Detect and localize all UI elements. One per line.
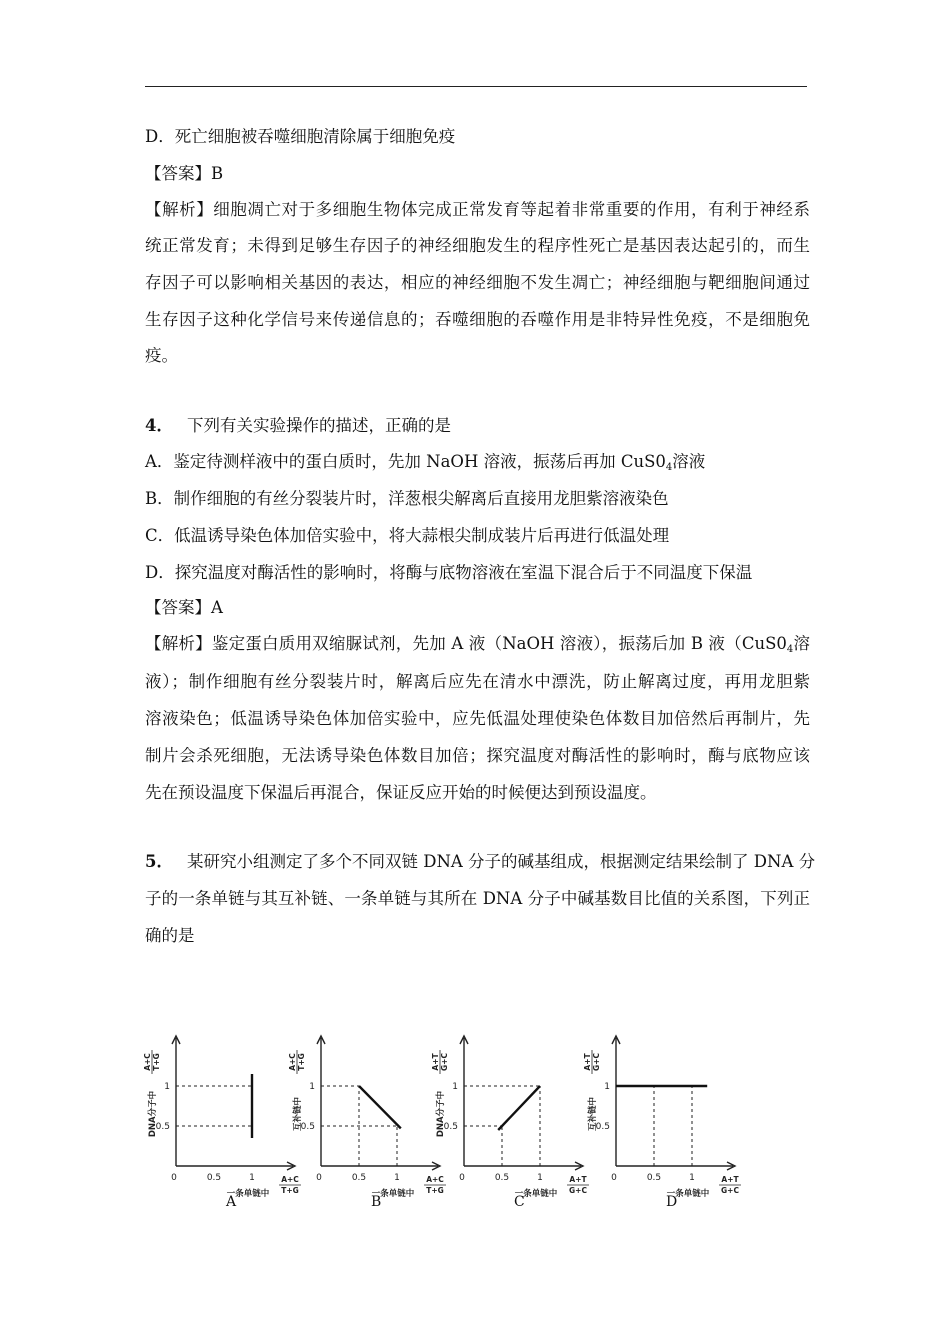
chart-panel-d bbox=[580, 1030, 755, 1214]
q4-answer bbox=[145, 598, 810, 618]
y-label-numerator: A+T bbox=[583, 1053, 592, 1071]
x-tick-label: 0 bbox=[611, 1173, 617, 1183]
option-a-text: A．鉴定待测样液中的蛋白质时，先加 NaOH 溶液，振荡后再加 CuS0 bbox=[145, 452, 666, 471]
y-axis-label: 互补链中 bbox=[588, 1096, 598, 1132]
data-series-line bbox=[359, 1086, 401, 1128]
analysis-text: 鉴定蛋白质用双缩脲试剂，先加 A 液（NaOH 溶液），振荡后加 B 液（CuS0 bbox=[211, 634, 787, 653]
x-tick-label: 0 bbox=[316, 1173, 322, 1183]
q5-stem-line-1 bbox=[145, 852, 816, 872]
q3-analysis-line-1 bbox=[145, 200, 810, 220]
y-tick-label: 1 bbox=[164, 1082, 170, 1092]
panel-letter: D bbox=[666, 1194, 678, 1210]
q4-analysis-line-3: 溶液染色；低温诱导染色体加倍实验中，应先低温处理使染色体数目加倍然后再制片，先 bbox=[145, 709, 810, 728]
question-stem: 某研究小组测定了多个不同双链 DNA 分子的碱基组成，根据测定结果绘制了 DNA 分 bbox=[186, 852, 816, 871]
y-axis-label: 互补链中 bbox=[293, 1096, 303, 1132]
answer-value: B bbox=[211, 164, 224, 183]
y-label-denominator: G+C bbox=[592, 1053, 601, 1071]
x-label-numerator: A+T bbox=[721, 1175, 739, 1184]
x-axis-label: 一条单链中 bbox=[226, 1189, 270, 1199]
q3-analysis-line-3: 存因子可以影响相关基因的表达，相应的神经细胞不发生凋亡；神经细胞与靶细胞间通过 bbox=[145, 273, 810, 292]
panel-letter: B bbox=[371, 1194, 382, 1210]
q4-option-d: D．探究温度对酶活性的影响时，将酶与底物溶液在室温下混合后于不同温度下保温 bbox=[145, 563, 753, 582]
y-label-numerator: A+C bbox=[288, 1053, 297, 1071]
q3-answer bbox=[145, 164, 810, 184]
x-tick-label: 1 bbox=[689, 1173, 695, 1183]
chart-svg bbox=[580, 1030, 755, 1210]
q3-analysis-line-4: 生存因子这种化学信号来传递信息的；吞噬细胞的吞噬作用是非特异性免疫，不是细胞免 bbox=[145, 310, 810, 329]
question-number: 5． bbox=[145, 852, 173, 871]
x-label-numerator: A+T bbox=[569, 1175, 587, 1184]
q4-stem bbox=[145, 416, 810, 436]
x-tick-label: 0 bbox=[171, 1173, 177, 1183]
q4-analysis-line-2: 液）；制作细胞有丝分裂装片时，解离后应先在清水中漂洗，防止解离过度，再用龙胆紫 bbox=[145, 672, 810, 691]
chart-panel-c bbox=[428, 1030, 603, 1214]
analysis-text-end: 溶 bbox=[793, 634, 810, 653]
x-axis-label: 一条单链中 bbox=[371, 1189, 415, 1199]
x-tick-label: 0.5 bbox=[646, 1173, 662, 1183]
chart-svg bbox=[428, 1030, 603, 1210]
y-tick-label: 1 bbox=[309, 1082, 315, 1092]
y-label-denominator: T+G bbox=[297, 1053, 306, 1071]
x-tick-label: 0.5 bbox=[351, 1173, 367, 1183]
y-tick-label: 0.5 bbox=[595, 1122, 610, 1132]
answer-value: A bbox=[211, 598, 223, 617]
x-label-denominator: T+G bbox=[281, 1186, 299, 1195]
data-series-line bbox=[498, 1086, 540, 1130]
q4-analysis-line-4: 制片会杀死细胞，无法诱导染色体数目加倍；探究温度对酶活性的影响时，酶与底物应该 bbox=[145, 746, 810, 765]
analysis-label: 【解析】 bbox=[145, 200, 214, 219]
y-axis-label: DNA分子中 bbox=[148, 1090, 158, 1138]
question-number: 4． bbox=[145, 416, 173, 435]
x-tick-label: 1 bbox=[249, 1173, 255, 1183]
analysis-text: 细胞凋亡对于多细胞生物体完成正常发育等起着非常重要的作用，有利于神经系 bbox=[213, 200, 811, 219]
y-label-numerator: A+T bbox=[431, 1053, 440, 1071]
q5-stem-line-2: 子的一条单链与其互补链、一条单链与其所在 DNA 分子中碱基数目比值的关系图，下列正 bbox=[145, 889, 810, 908]
x-axis-label: 一条单链中 bbox=[514, 1189, 558, 1199]
q3-analysis-line-2: 统正常发育；未得到足够生存因子的神经细胞发生的程序性死亡是基因表达起引的，而生 bbox=[145, 236, 810, 255]
answer-label: 【答案】 bbox=[145, 598, 211, 617]
panel-letter: A bbox=[226, 1194, 237, 1210]
subscript: 4 bbox=[665, 462, 673, 473]
y-tick-label: 0.5 bbox=[155, 1122, 170, 1132]
x-tick-label: 1 bbox=[394, 1173, 400, 1183]
q3-analysis-line-5: 疫。 bbox=[145, 346, 178, 365]
x-label-denominator: G+C bbox=[721, 1186, 739, 1195]
q4-analysis-line-5: 先在预设温度下保温后再混合，保证反应开始的时候便达到预设温度。 bbox=[145, 783, 657, 802]
q4-option-b: B．制作细胞的有丝分裂装片时，洋葱根尖解离后直接用龙胆紫溶液染色 bbox=[145, 489, 669, 508]
x-label-numerator: A+C bbox=[426, 1175, 444, 1184]
y-tick-label: 0.5 bbox=[300, 1122, 315, 1132]
question-stem: 下列有关实验操作的描述，正确的是 bbox=[186, 416, 451, 435]
y-axis-label: DNA分子中 bbox=[436, 1090, 446, 1138]
y-label-numerator: A+C bbox=[143, 1053, 152, 1071]
x-label-denominator: G+C bbox=[569, 1186, 587, 1195]
subscript: 4 bbox=[786, 644, 794, 655]
y-tick-label: 0.5 bbox=[443, 1122, 458, 1132]
x-axis-label: 一条单链中 bbox=[666, 1189, 710, 1199]
panel-letter: C bbox=[514, 1194, 525, 1210]
q3-option-d: D．死亡细胞被吞噬细胞清除属于细胞免疫 bbox=[145, 127, 456, 146]
x-tick-label: 1 bbox=[537, 1173, 543, 1183]
q4-analysis-line-1 bbox=[145, 634, 810, 654]
q4-option-c: C．低温诱导染色体加倍实验中，将大蒜根尖制成装片后再进行低温处理 bbox=[145, 526, 670, 545]
x-tick-label: 0.5 bbox=[206, 1173, 222, 1183]
x-tick-label: 0 bbox=[459, 1173, 465, 1183]
x-label-denominator: T+G bbox=[426, 1186, 444, 1195]
header-rule bbox=[145, 86, 807, 87]
option-a-text-end: 溶液 bbox=[672, 452, 706, 471]
analysis-label: 【解析】 bbox=[145, 634, 212, 653]
x-label-numerator: A+C bbox=[281, 1175, 299, 1184]
y-tick-label: 1 bbox=[452, 1082, 458, 1092]
q4-option-a bbox=[145, 452, 810, 472]
x-tick-label: 0.5 bbox=[494, 1173, 510, 1183]
y-tick-label: 1 bbox=[604, 1082, 610, 1092]
y-label-denominator: G+C bbox=[440, 1053, 449, 1071]
y-label-denominator: T+G bbox=[152, 1053, 161, 1071]
answer-label: 【答案】 bbox=[145, 164, 211, 183]
q5-stem-line-3: 确的是 bbox=[145, 926, 195, 945]
